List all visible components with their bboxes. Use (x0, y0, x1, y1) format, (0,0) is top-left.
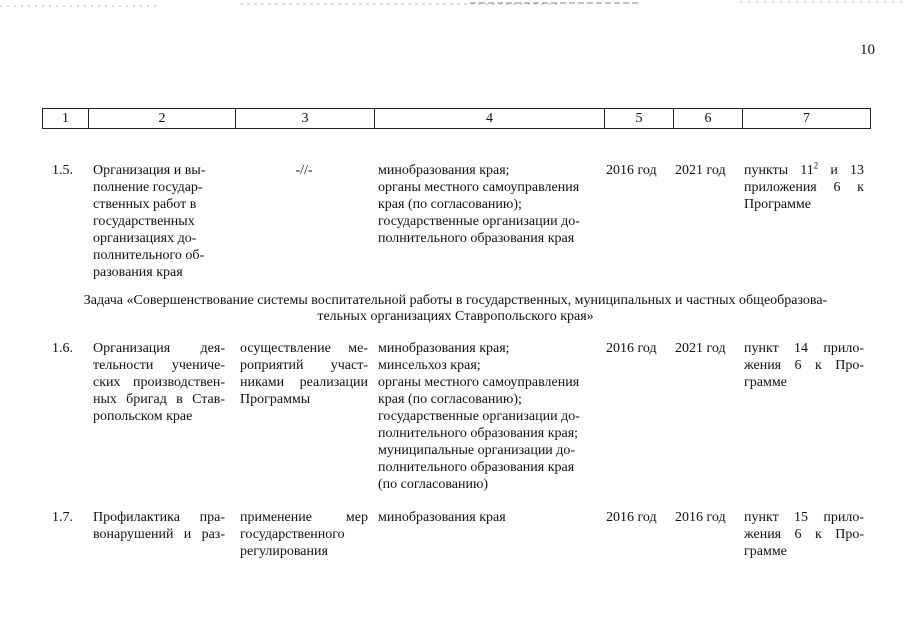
measure-type: осуществление ме- роприятий участ- никами реализации Программы (240, 341, 368, 407)
column-number-2: 2 (89, 109, 236, 128)
table-column-numbers-row (42, 108, 871, 129)
column-number-1: 1 (43, 109, 89, 128)
executors: минобразования края (378, 510, 506, 525)
column-number-3: 3 (236, 109, 375, 128)
program-reference: пункты $11^2$ и 13 приложения 6 к Программе (744, 160, 865, 212)
program-reference: пункт 14 прило- жения 6 к Про- грамме (744, 341, 864, 390)
event-name: Организация дея- тельности учениче- ских производствен- ных бригад в Став- ропольском крае (93, 341, 225, 424)
column-number-4: 4 (375, 109, 605, 128)
executors: минобразования края; органы местного самоуправления края (по согласованию); государственные организации до- полнительного образования края (378, 163, 580, 246)
year-start: 2016 год (606, 510, 657, 525)
row-number: 1.6. (52, 341, 73, 356)
year-end: 2021 год (675, 341, 726, 356)
column-number-5: 5 (605, 109, 674, 128)
column-number-7: 7 (803, 111, 810, 126)
measure-type: применение мер государственного регулирования (240, 510, 368, 559)
year-start: 2016 год (606, 163, 657, 178)
task-heading: Задача «Совершенствование системы воспитательной работы в государственных, муниципальных и частных общеобразова- тельных организациях Ставропольского края» (83, 293, 828, 324)
measure-type: -//- (295, 163, 313, 178)
executors: минобразования края; минсельхоз края; органы местного самоуправления края (по согласованию); государственные организации до- полнительного образования края; муниципальные организации до- полнительного образования края (по согласованию) (378, 341, 580, 492)
row-number: 1.7. (52, 510, 73, 525)
year-end: 2016 год (675, 510, 726, 525)
program-reference: пункт 15 прило- жения 6 к Про- грамме (744, 510, 864, 559)
event-name: Профилактика пра- вонарушений и раз- (93, 510, 225, 542)
page-number: 10 (860, 42, 875, 58)
year-end: 2021 год (675, 163, 726, 178)
scan-artifact-top-edge (0, 0, 905, 10)
event-name: Организация и вы- полнение государ- ственных работ в государственных организациях до- полнительного об- разования края (93, 163, 206, 280)
row-number: 1.5. (52, 163, 73, 178)
column-number-6: 6 (674, 109, 743, 128)
year-start: 2016 год (606, 341, 657, 356)
